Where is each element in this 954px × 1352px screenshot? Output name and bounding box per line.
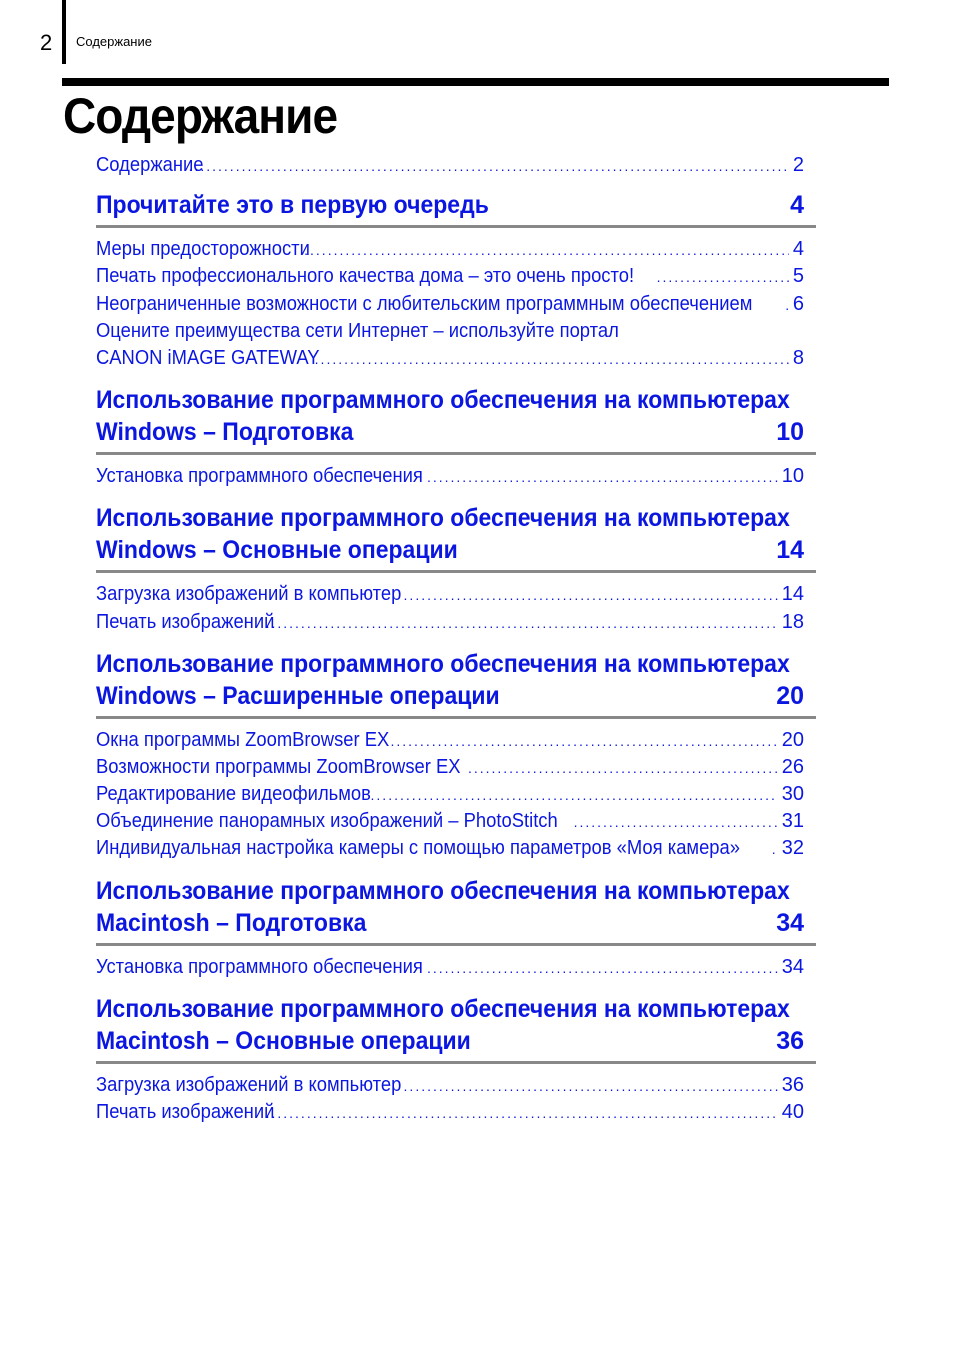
toc-entry-continued[interactable]: CANON iMAGE GATEWAY ..... 8: [96, 345, 804, 372]
toc-entry[interactable]: Загрузка изображений в компьютер ..... 14: [96, 581, 804, 608]
toc-entry[interactable]: Неограниченные возможности с любительским программным обеспечением ..... 6: [96, 291, 804, 318]
running-title: Содержание: [76, 34, 152, 49]
toc-entry[interactable]: Печать профессионального качества дома – это очень просто! ..... 5: [96, 263, 804, 290]
toc-entry[interactable]: Печать изображений ..... 18: [96, 609, 804, 636]
toc-entry[interactable]: Печать изображений ..... 40: [96, 1099, 804, 1126]
toc-entry-contents[interactable]: Содержание ..... 2: [96, 152, 804, 179]
toc-entry[interactable]: Загрузка изображений в компьютер ..... 36: [96, 1072, 804, 1099]
section-heading[interactable]: Использование программного обеспечения на компьютерах Macintosh – Подготовка 34: [96, 875, 816, 946]
toc-entry[interactable]: Возможности программы ZoomBrowser EX ..... 26: [96, 754, 804, 781]
page-title: Содержание: [63, 88, 338, 144]
toc-entry[interactable]: Индивидуальная настройка камеры с помощью параметров «Моя камера» ..... 32: [96, 835, 804, 862]
toc-entry[interactable]: Меры предосторожности ..... 4: [96, 236, 804, 263]
toc-entry[interactable]: Установка программного обеспечения ..... 10: [96, 463, 804, 490]
section-heading[interactable]: Использование программного обеспечения на компьютерах Windows – Расширенные операции 20: [96, 648, 816, 719]
table-of-contents: [96, 152, 816, 1126]
toc-entry[interactable]: Установка программного обеспечения ..... 34: [96, 954, 804, 981]
header-divider: [62, 0, 66, 64]
toc-entry[interactable]: Объединение панорамных изображений – PhotoStitch ..... 31: [96, 808, 804, 835]
toc-entry[interactable]: Окна программы ZoomBrowser EX ..... 20: [96, 727, 804, 754]
section-heading[interactable]: Использование программного обеспечения на компьютерах Windows – Подготовка 10: [96, 384, 816, 455]
section-heading[interactable]: Использование программного обеспечения на компьютерах Windows – Основные операции 14: [96, 502, 816, 573]
toc-entry[interactable]: Редактирование видеофильмов ..... 30: [96, 781, 804, 808]
toc-entry[interactable]: Оцените преимущества сети Интернет – используйте портал: [96, 319, 619, 342]
title-bar: [62, 78, 889, 86]
section-heading[interactable]: Прочитайте это в первую очередь 4: [96, 189, 816, 228]
section-heading[interactable]: Использование программного обеспечения на компьютерах Macintosh – Основные операции 36: [96, 993, 816, 1064]
page-number: 2: [40, 30, 53, 55]
